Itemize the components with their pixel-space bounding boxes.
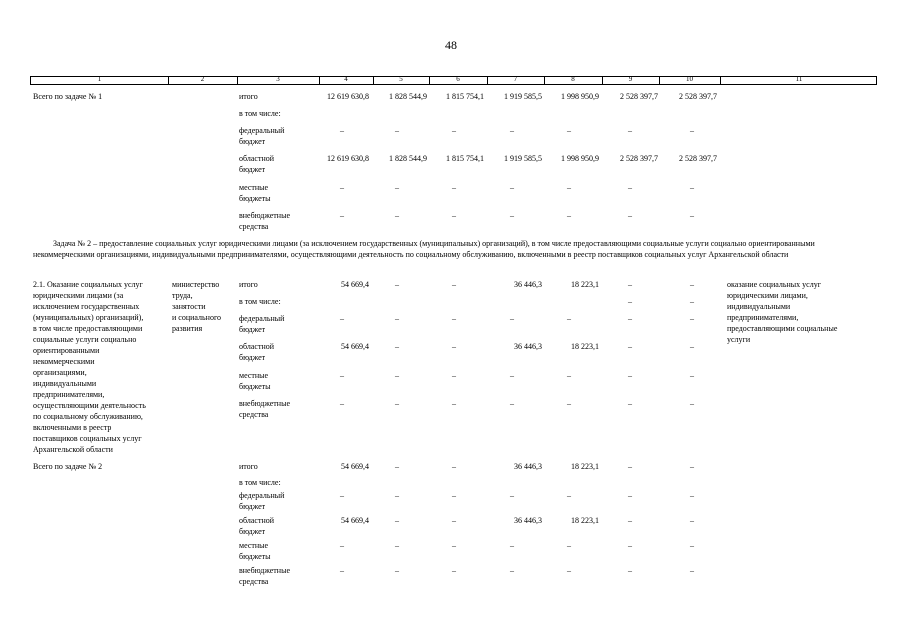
value-cell: – (340, 566, 344, 575)
item21-result (727, 279, 837, 345)
value-cell: – (510, 399, 514, 408)
value-cell: – (395, 342, 399, 351)
value-cell: – (567, 566, 571, 575)
funding-label-v-tom-chisle: в том числе: (239, 109, 281, 118)
funding-label-local: местные бюджеты (239, 371, 271, 391)
text-line: индивидуальными (727, 302, 791, 311)
value-cell: 12 619 630,8 (327, 92, 369, 101)
text-line: Архангельской области (33, 445, 113, 454)
value-cell: – (395, 211, 399, 220)
header-col-10: 10 (686, 75, 693, 83)
value-cell: – (395, 566, 399, 575)
value-cell: – (395, 183, 399, 192)
page-number: 48 (445, 38, 457, 52)
value-cell: – (395, 280, 399, 289)
value-cell: – (340, 491, 344, 500)
value-cell: 36 446,3 (514, 516, 542, 525)
funding-label-federal: федеральный бюджет (239, 126, 285, 146)
value-cell: 18 223,1 (571, 516, 599, 525)
funding-label-extra: внебюджетные средства (239, 566, 290, 586)
value-cell: 12 619 630,8 (327, 154, 369, 163)
funding-label-oblast: областной бюджет (239, 154, 275, 174)
value-cell: – (510, 371, 514, 380)
value-cell: – (690, 462, 694, 471)
value-cell: – (628, 371, 632, 380)
value-cell: – (452, 314, 456, 323)
value-cell: – (690, 342, 694, 351)
value-cell: – (395, 516, 399, 525)
value-cell: 2 528 397,7 (620, 154, 658, 163)
item21-executor (172, 279, 221, 334)
value-cell: – (567, 314, 571, 323)
value-cell: – (628, 566, 632, 575)
text-line: социальные услуги социально (33, 335, 137, 344)
task2-total-label: Всего по задаче № 2 (33, 462, 103, 471)
value-cell: 18 223,1 (571, 280, 599, 289)
value-cell: – (690, 371, 694, 380)
task1-total-label: Всего по задаче № 1 (33, 92, 103, 101)
text-line: и социального (172, 313, 222, 322)
value-cell: – (628, 183, 632, 192)
value-cell: – (340, 541, 344, 550)
item21-name (33, 279, 146, 455)
value-cell: 36 446,3 (514, 462, 542, 471)
value-cell: – (690, 516, 694, 525)
value-cell: 1 998 950,9 (561, 154, 599, 163)
value-cell: 2 528 397,7 (679, 154, 717, 163)
value-cell: – (628, 516, 632, 525)
text-line: услуги (727, 335, 751, 344)
value-cell: – (510, 183, 514, 192)
value-cell: – (395, 491, 399, 500)
funding-label-extra: внебюджетные средства (239, 211, 290, 231)
value-cell: – (567, 491, 571, 500)
header-col-7: 7 (513, 75, 518, 83)
text-line: организациями, (33, 368, 87, 377)
table-header-row (30, 76, 877, 85)
text-line: осуществляющими деятельность (33, 401, 146, 410)
value-cell: – (340, 314, 344, 323)
value-cell: – (628, 297, 632, 306)
funding-label-itogo: итого (239, 280, 258, 289)
value-cell: – (452, 371, 456, 380)
value-cell: 2 528 397,7 (679, 92, 717, 101)
value-cell: – (452, 211, 456, 220)
value-cell: 54 669,4 (341, 342, 369, 351)
value-cell: – (628, 541, 632, 550)
header-col-9: 9 (628, 75, 633, 83)
value-cell: – (452, 462, 456, 471)
value-cell: – (510, 566, 514, 575)
value-cell: – (628, 211, 632, 220)
text-line: юридическими лицами, (727, 291, 808, 300)
task2-heading: Задача № 2 – предоставление социальных услуг юридическими лицами (за исключением государственных (муниципальных) организаций), в том числе предоставляющими социальные услуги социально ориентированными некоммерческими организациями, индивидуальными предпринимателями, осуществляющими деятельность по социальному обслуживанию, включенными в реестр поставщиков социальных услуг Архангельской области (33, 239, 815, 259)
value-cell: – (340, 399, 344, 408)
value-cell: 2 528 397,7 (620, 92, 658, 101)
value-cell: – (452, 566, 456, 575)
text-line: ориентированными (33, 346, 100, 355)
value-cell: – (510, 126, 514, 135)
funding-label-v-tom-chisle: в том числе: (239, 478, 281, 487)
value-cell: – (452, 399, 456, 408)
value-cell: 1 919 585,5 (504, 92, 542, 101)
value-cell: – (452, 280, 456, 289)
text-line: развития (172, 324, 203, 333)
value-cell: – (510, 314, 514, 323)
value-cell: – (395, 399, 399, 408)
value-cell: 54 669,4 (341, 462, 369, 471)
value-cell: – (567, 126, 571, 135)
value-cell: – (340, 371, 344, 380)
value-cell: 1 998 950,9 (561, 92, 599, 101)
value-cell: – (452, 342, 456, 351)
value-cell: – (340, 211, 344, 220)
value-cell: 1 919 585,5 (504, 154, 542, 163)
text-line: предоставляющими социальные (727, 324, 838, 333)
value-cell: 36 446,3 (514, 280, 542, 289)
value-cell: – (690, 297, 694, 306)
value-cell: – (567, 371, 571, 380)
value-cell: – (628, 126, 632, 135)
value-cell: – (628, 280, 632, 289)
value-cell: 1 815 754,1 (446, 154, 484, 163)
value-cell: – (452, 183, 456, 192)
text-line: 2.1. Оказание социальных услуг (33, 280, 143, 289)
value-cell: – (690, 314, 694, 323)
funding-label-local: местные бюджеты (239, 183, 271, 203)
value-cell: – (452, 516, 456, 525)
value-cell: – (690, 211, 694, 220)
text-line: министерство (172, 280, 220, 289)
funding-label-local: местные бюджеты (239, 541, 271, 561)
header-col-11: 11 (795, 75, 803, 83)
value-cell: – (452, 491, 456, 500)
value-cell: – (690, 280, 694, 289)
value-cell: – (395, 371, 399, 380)
text-line: в том числе предоставляющими (33, 324, 143, 333)
value-cell: – (395, 541, 399, 550)
text-line: труда, (172, 291, 193, 300)
header-col-6: 6 (456, 75, 460, 83)
value-cell: – (690, 541, 694, 550)
text-line: предпринимателями, (33, 390, 105, 399)
funding-label-federal: федеральный бюджет (239, 314, 285, 334)
value-cell: – (628, 342, 632, 351)
funding-label-itogo: итого (239, 92, 258, 101)
funding-label-oblast: областной бюджет (239, 342, 275, 362)
value-cell: 1 828 544,9 (389, 92, 427, 101)
funding-label-oblast: областной бюджет (239, 516, 275, 536)
header-col-4: 4 (344, 75, 348, 83)
text-line: занятости (172, 302, 206, 311)
text-line: (муниципальных) организаций), (33, 313, 144, 322)
header-col-2: 2 (200, 75, 205, 83)
value-cell: – (628, 399, 632, 408)
value-cell: – (395, 126, 399, 135)
value-cell: – (452, 126, 456, 135)
value-cell: – (628, 314, 632, 323)
value-cell: – (395, 462, 399, 471)
value-cell: – (510, 491, 514, 500)
value-cell: 36 446,3 (514, 342, 542, 351)
value-cell: – (452, 541, 456, 550)
value-cell: – (690, 491, 694, 500)
funding-label-federal: федеральный бюджет (239, 491, 285, 511)
value-cell: 1 815 754,1 (446, 92, 484, 101)
value-cell: – (395, 314, 399, 323)
text-line: поставщиков социальных услуг (33, 434, 142, 443)
value-cell: – (628, 491, 632, 500)
value-cell: – (340, 183, 344, 192)
value-cell: – (567, 183, 571, 192)
value-cell: 1 828 544,9 (389, 154, 427, 163)
text-line: оказание социальных услуг (727, 280, 821, 289)
value-cell: 18 223,1 (571, 342, 599, 351)
value-cell: – (510, 211, 514, 220)
header-col-3: 3 (276, 75, 280, 83)
value-cell: 54 669,4 (341, 516, 369, 525)
value-cell: – (690, 566, 694, 575)
value-cell: – (510, 541, 514, 550)
text-line: включенными в реестр (33, 423, 112, 432)
text-line: по социальному обслуживанию, (33, 412, 143, 421)
funding-label-itogo: итого (239, 462, 258, 471)
text-line: юридическими лицами (за (33, 291, 124, 300)
header-col-5: 5 (399, 75, 403, 83)
value-cell: – (567, 211, 571, 220)
value-cell: 18 223,1 (571, 462, 599, 471)
text-line: индивидуальными (33, 379, 97, 388)
text-line: предпринимателями, (727, 313, 799, 322)
header-col-1: 1 (97, 75, 102, 83)
text-line: некоммерческими (33, 357, 95, 366)
funding-label-v-tom-chisle: в том числе: (239, 297, 281, 306)
value-cell: – (340, 126, 344, 135)
header-col-8: 8 (571, 75, 575, 83)
value-cell: – (690, 126, 694, 135)
funding-label-extra: внебюджетные средства (239, 399, 290, 419)
value-cell: – (628, 462, 632, 471)
value-cell: – (690, 399, 694, 408)
value-cell: 54 669,4 (341, 280, 369, 289)
value-cell: – (690, 183, 694, 192)
value-cell: – (567, 541, 571, 550)
value-cell: – (567, 399, 571, 408)
text-line: исключением государственных (33, 302, 140, 311)
